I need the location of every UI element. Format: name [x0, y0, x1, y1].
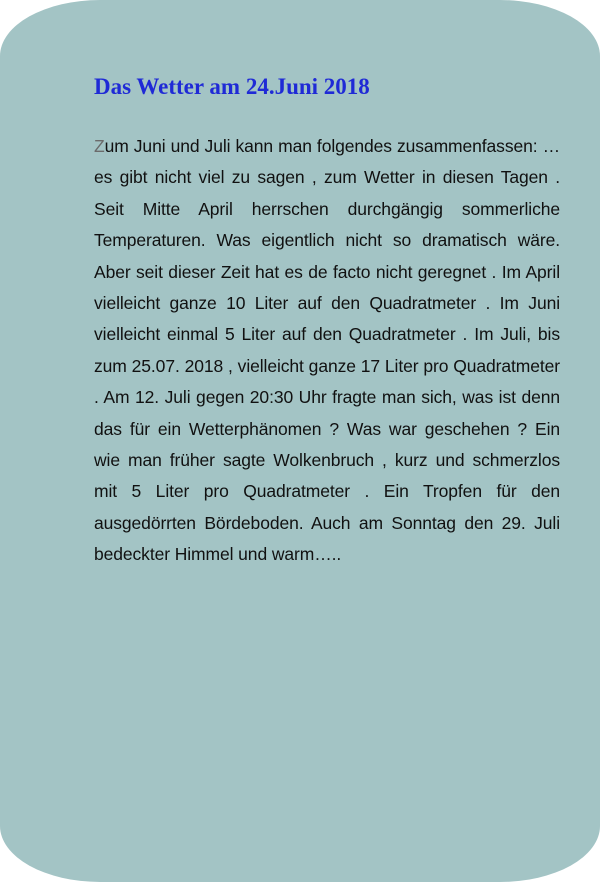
article-title: Das Wetter am 24.Juni 2018: [94, 74, 370, 99]
article-body-text: um Juni und Juli kann man folgendes zusammenfassen: … es gibt nicht viel zu sagen , zum Wetter in diesen Tagen . Seit Mitte April herrschen durchgängig sommerliche Temperaturen. Was eigentlich nicht so dramatisch wäre. Aber seit dieser Zeit hat es de facto nicht geregnet . Im April vielleicht ganze 10 Liter auf den Quadratmeter . Im Juni vielleicht einmal 5 Liter auf den Quadratmeter . Im Juli, bis zum 25.07. 2018 , vielleicht ganze 17 Liter pro Quadratmeter . Am 12. Juli gegen 20:30 Uhr fragte man sich, was ist denn das für ein Wetterphänomen ? Was war geschehen ? Ein wie man früher sagte Wolkenbruch , kurz und schmerzlos mit 5 Liter pro Quadratmeter . Ein Tropfen für den ausgedörrten Bördeboden. Auch am Sonntag den 29. Juli bedeckter Himmel und warm…..: [94, 136, 560, 565]
article-body: [94, 131, 560, 571]
drop-letter: Z: [94, 136, 105, 156]
